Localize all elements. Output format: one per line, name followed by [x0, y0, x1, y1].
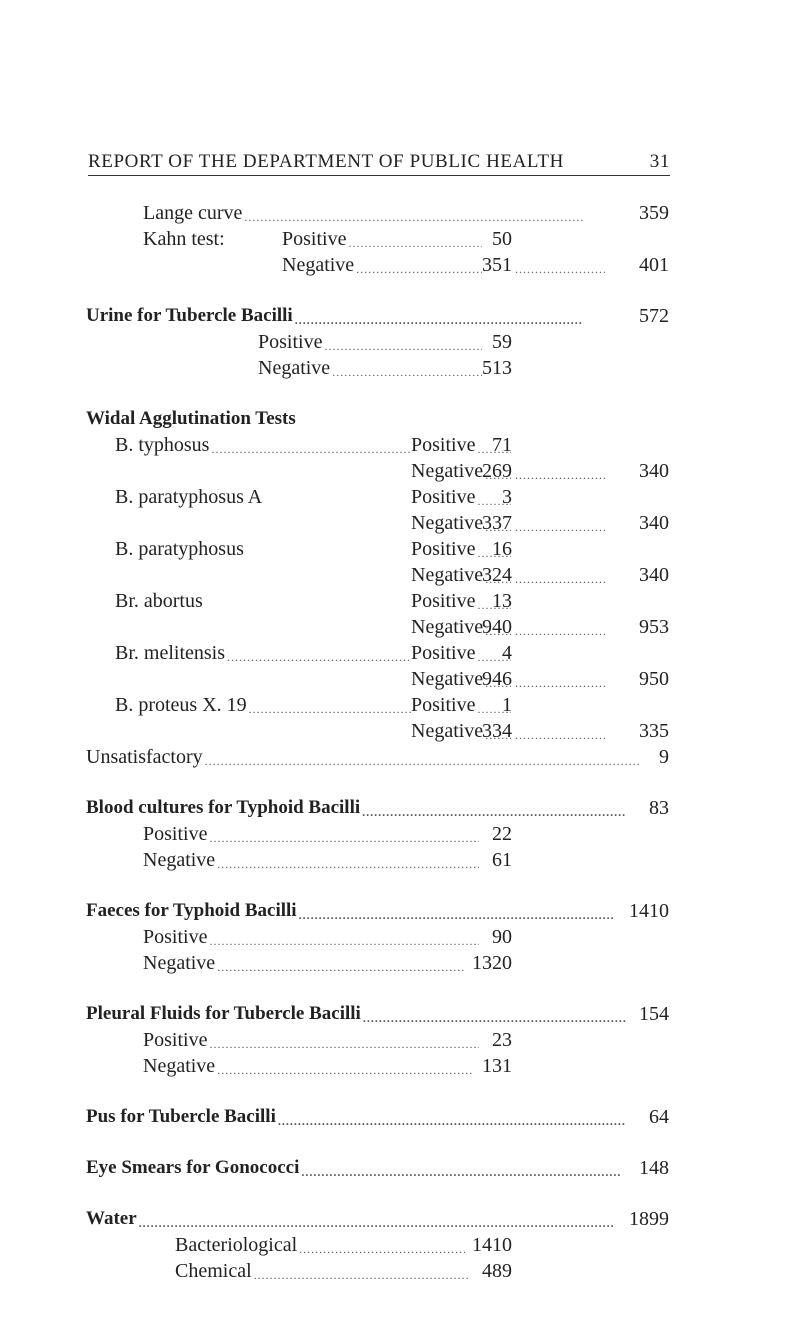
blood-negative: 61 — [492, 849, 512, 871]
widal-organism-row — [115, 692, 411, 722]
pus-total: 64 — [649, 1106, 669, 1128]
unsatisfactory-count: 9 — [659, 746, 669, 768]
widal-positive-count: 3 — [502, 486, 512, 508]
urine-negative-row — [258, 355, 482, 385]
header-title: REPORT OF THE DEPARTMENT OF PUBLIC HEALTH — [88, 151, 564, 172]
page-number: 31 — [649, 151, 670, 172]
pleural-label: Pleural Fluids for Tubercle Bacilli — [86, 1001, 363, 1031]
widal-total: 335 — [639, 720, 669, 742]
widal-negative-count: 324 — [482, 564, 512, 586]
lange-label: Lange curve — [143, 200, 244, 230]
blood-positive-row: Positive ..... — [143, 821, 479, 851]
widal-negative-row: Negative ..... — [411, 510, 511, 540]
widal-positive-count: 16 — [492, 538, 512, 560]
widal-positive-row: Positive ..... — [411, 692, 511, 722]
urine-total: 572 — [639, 305, 669, 327]
faeces-negative: 1320 — [472, 952, 512, 974]
blood-positive: 22 — [492, 823, 512, 845]
widal-organism: B. paratyphosus A — [115, 486, 263, 508]
widal-total: 950 — [639, 668, 669, 690]
blood-negative-row: Negative ..... — [143, 847, 479, 877]
urine-negative-label: Negative — [258, 355, 332, 385]
widal-organism: Br. melitensis — [115, 640, 227, 670]
widal-organism: Br. abortus — [115, 590, 203, 612]
widal-positive-count: 4 — [502, 642, 512, 664]
page-header — [88, 151, 670, 176]
unsatisfactory-row — [86, 744, 640, 774]
widal-organism-row — [115, 640, 411, 670]
widal-positive-row: Positive ..... — [411, 432, 511, 462]
widal-negative-row: Negative ..... — [411, 562, 511, 592]
widal-total: 340 — [639, 564, 669, 586]
widal-positive-row: Positive ..... — [411, 588, 511, 618]
pleural-total: 154 — [639, 1003, 669, 1025]
kahn-positive-label: Positive — [282, 226, 348, 256]
pleural-negative: 131 — [482, 1055, 512, 1077]
kahn-total: 401 — [639, 254, 669, 276]
pleural-positive-row: Positive ..... — [143, 1027, 479, 1057]
eye-label: Eye Smears for Gonococci — [86, 1155, 301, 1185]
faeces-label: Faeces for Typhoid Bacilli — [86, 898, 299, 928]
widal-total: 340 — [639, 460, 669, 482]
water-chemical: 489 — [482, 1260, 512, 1282]
lange-total: 359 — [639, 202, 669, 224]
widal-negative-count: 334 — [482, 720, 512, 742]
urine-positive: 59 — [492, 331, 512, 353]
pleural-positive: 23 — [492, 1029, 512, 1051]
unsatisfactory-label: Unsatisfactory — [86, 744, 205, 774]
blood-label: Blood cultures for Typhoid Bacilli — [86, 795, 362, 825]
blood-total: 83 — [649, 797, 669, 819]
widal-positive-count: 71 — [492, 434, 512, 456]
pleural-negative-row: Negative ..... — [143, 1053, 473, 1083]
widal-positive-count: 13 — [492, 590, 512, 612]
widal-negative-count: 269 — [482, 460, 512, 482]
water-bacteriological-row: Bacteriological ..... — [175, 1232, 465, 1262]
widal-negative-row: Negative ..... — [411, 666, 511, 696]
kahn-label: Kahn test: — [143, 228, 225, 250]
widal-negative-row: Negative ..... — [411, 718, 511, 748]
eye-total: 148 — [639, 1157, 669, 1179]
widal-positive-row: Positive ..... — [411, 484, 511, 514]
kahn-negative-row — [282, 252, 482, 282]
faeces-positive: 90 — [492, 926, 512, 948]
kahn-negative-label: Negative — [282, 252, 356, 282]
water-label: Water — [86, 1206, 139, 1236]
urine-label: Urine for Tubercle Bacilli — [86, 303, 295, 333]
widal-negative-count: 337 — [482, 512, 512, 534]
widal-negative-row: Negative ..... — [411, 614, 511, 644]
faeces-positive-row: Positive ..... — [143, 924, 479, 954]
kahn-positive: 50 — [492, 228, 512, 250]
water-total: 1899 — [629, 1208, 669, 1230]
urine-negative: 513 — [482, 357, 512, 379]
widal-total: 340 — [639, 512, 669, 534]
pus-row — [86, 1104, 626, 1134]
widal-positive-row: Positive ..... — [411, 640, 511, 670]
kahn-negative: 351 — [482, 254, 512, 276]
water-chemical-row: Chemical ..... — [175, 1258, 469, 1288]
widal-heading: Widal Agglutination Tests — [86, 408, 296, 429]
eye-row — [86, 1155, 622, 1185]
faeces-negative-row: Negative ..... — [143, 950, 465, 980]
widal-total: 953 — [639, 616, 669, 638]
widal-organism: B. typhosus — [115, 432, 211, 462]
urine-positive-label: Positive — [258, 329, 324, 359]
widal-negative-count: 940 — [482, 616, 512, 638]
widal-organism: B. paratyphosus — [115, 538, 244, 560]
faeces-total: 1410 — [629, 900, 669, 922]
pus-label: Pus for Tubercle Bacilli — [86, 1104, 278, 1134]
widal-positive-count: 1 — [502, 694, 512, 716]
widal-organism: B. proteus X. 19 — [115, 692, 249, 722]
widal-negative-count: 946 — [482, 668, 512, 690]
widal-organism-row — [115, 432, 411, 462]
widal-positive-row: Positive ..... — [411, 536, 511, 566]
water-bacteriological: 1410 — [472, 1234, 512, 1256]
widal-negative-row: Negative ..... — [411, 458, 511, 488]
